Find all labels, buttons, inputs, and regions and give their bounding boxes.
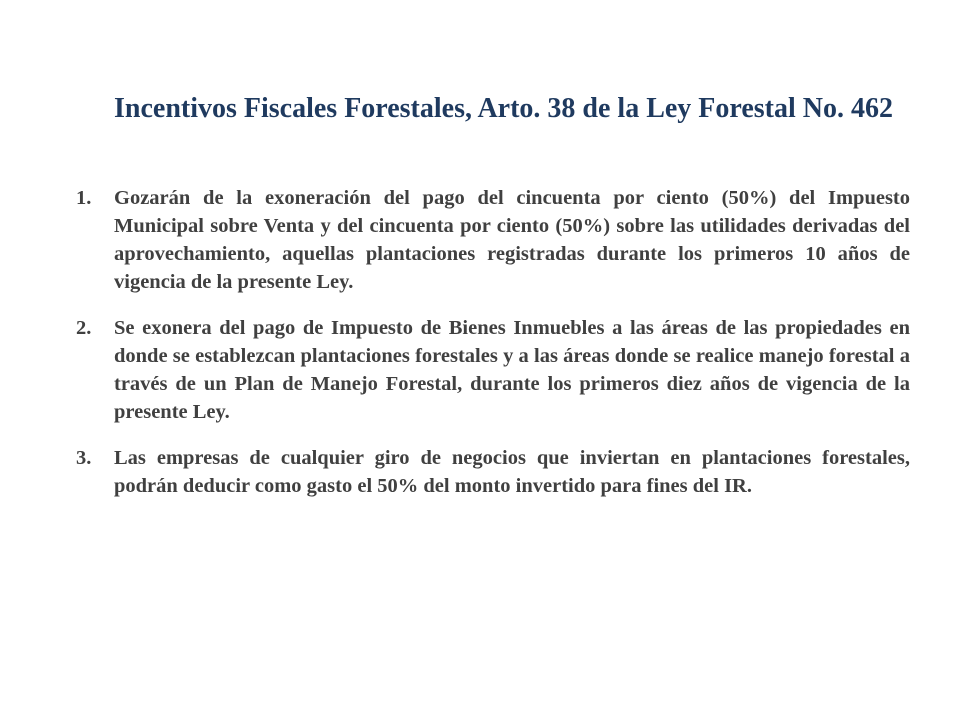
list-item-number: 1. bbox=[76, 187, 92, 209]
list-item-text: Las empresas de cualquier giro de negocios que inviertan en plantaciones forestales, podrán deducir como gasto el 50% del monto invertido para fines del IR. bbox=[114, 447, 910, 497]
list-item bbox=[72, 184, 910, 296]
list-item-number: 2. bbox=[76, 317, 92, 339]
list-item bbox=[72, 444, 910, 500]
incentives-list bbox=[72, 184, 910, 518]
slide-title: Incentivos Fiscales Forestales, Arto. 38 de la Ley Forestal No. 462 bbox=[114, 93, 893, 124]
list-item-number: 3. bbox=[76, 447, 92, 469]
list-item bbox=[72, 314, 910, 426]
list-item-text: Se exonera del pago de Impuesto de Bienes Inmuebles a las áreas de las propiedades en donde se establezcan plantaciones forestales y a las áreas donde se realice manejo forestal a través de un Plan de Manejo Forestal, durante los primeros diez años de vigencia de la presente Ley. bbox=[114, 317, 910, 423]
list-item-text: Gozarán de la exoneración del pago del cincuenta por ciento (50%) del Impuesto Municipal sobre Venta y del cincuenta por ciento (50%) sobre las utilidades derivadas del aprovechamiento, aquellas plantaciones registradas durante los primeros 10 años de vigencia de la presente Ley. bbox=[114, 187, 910, 293]
